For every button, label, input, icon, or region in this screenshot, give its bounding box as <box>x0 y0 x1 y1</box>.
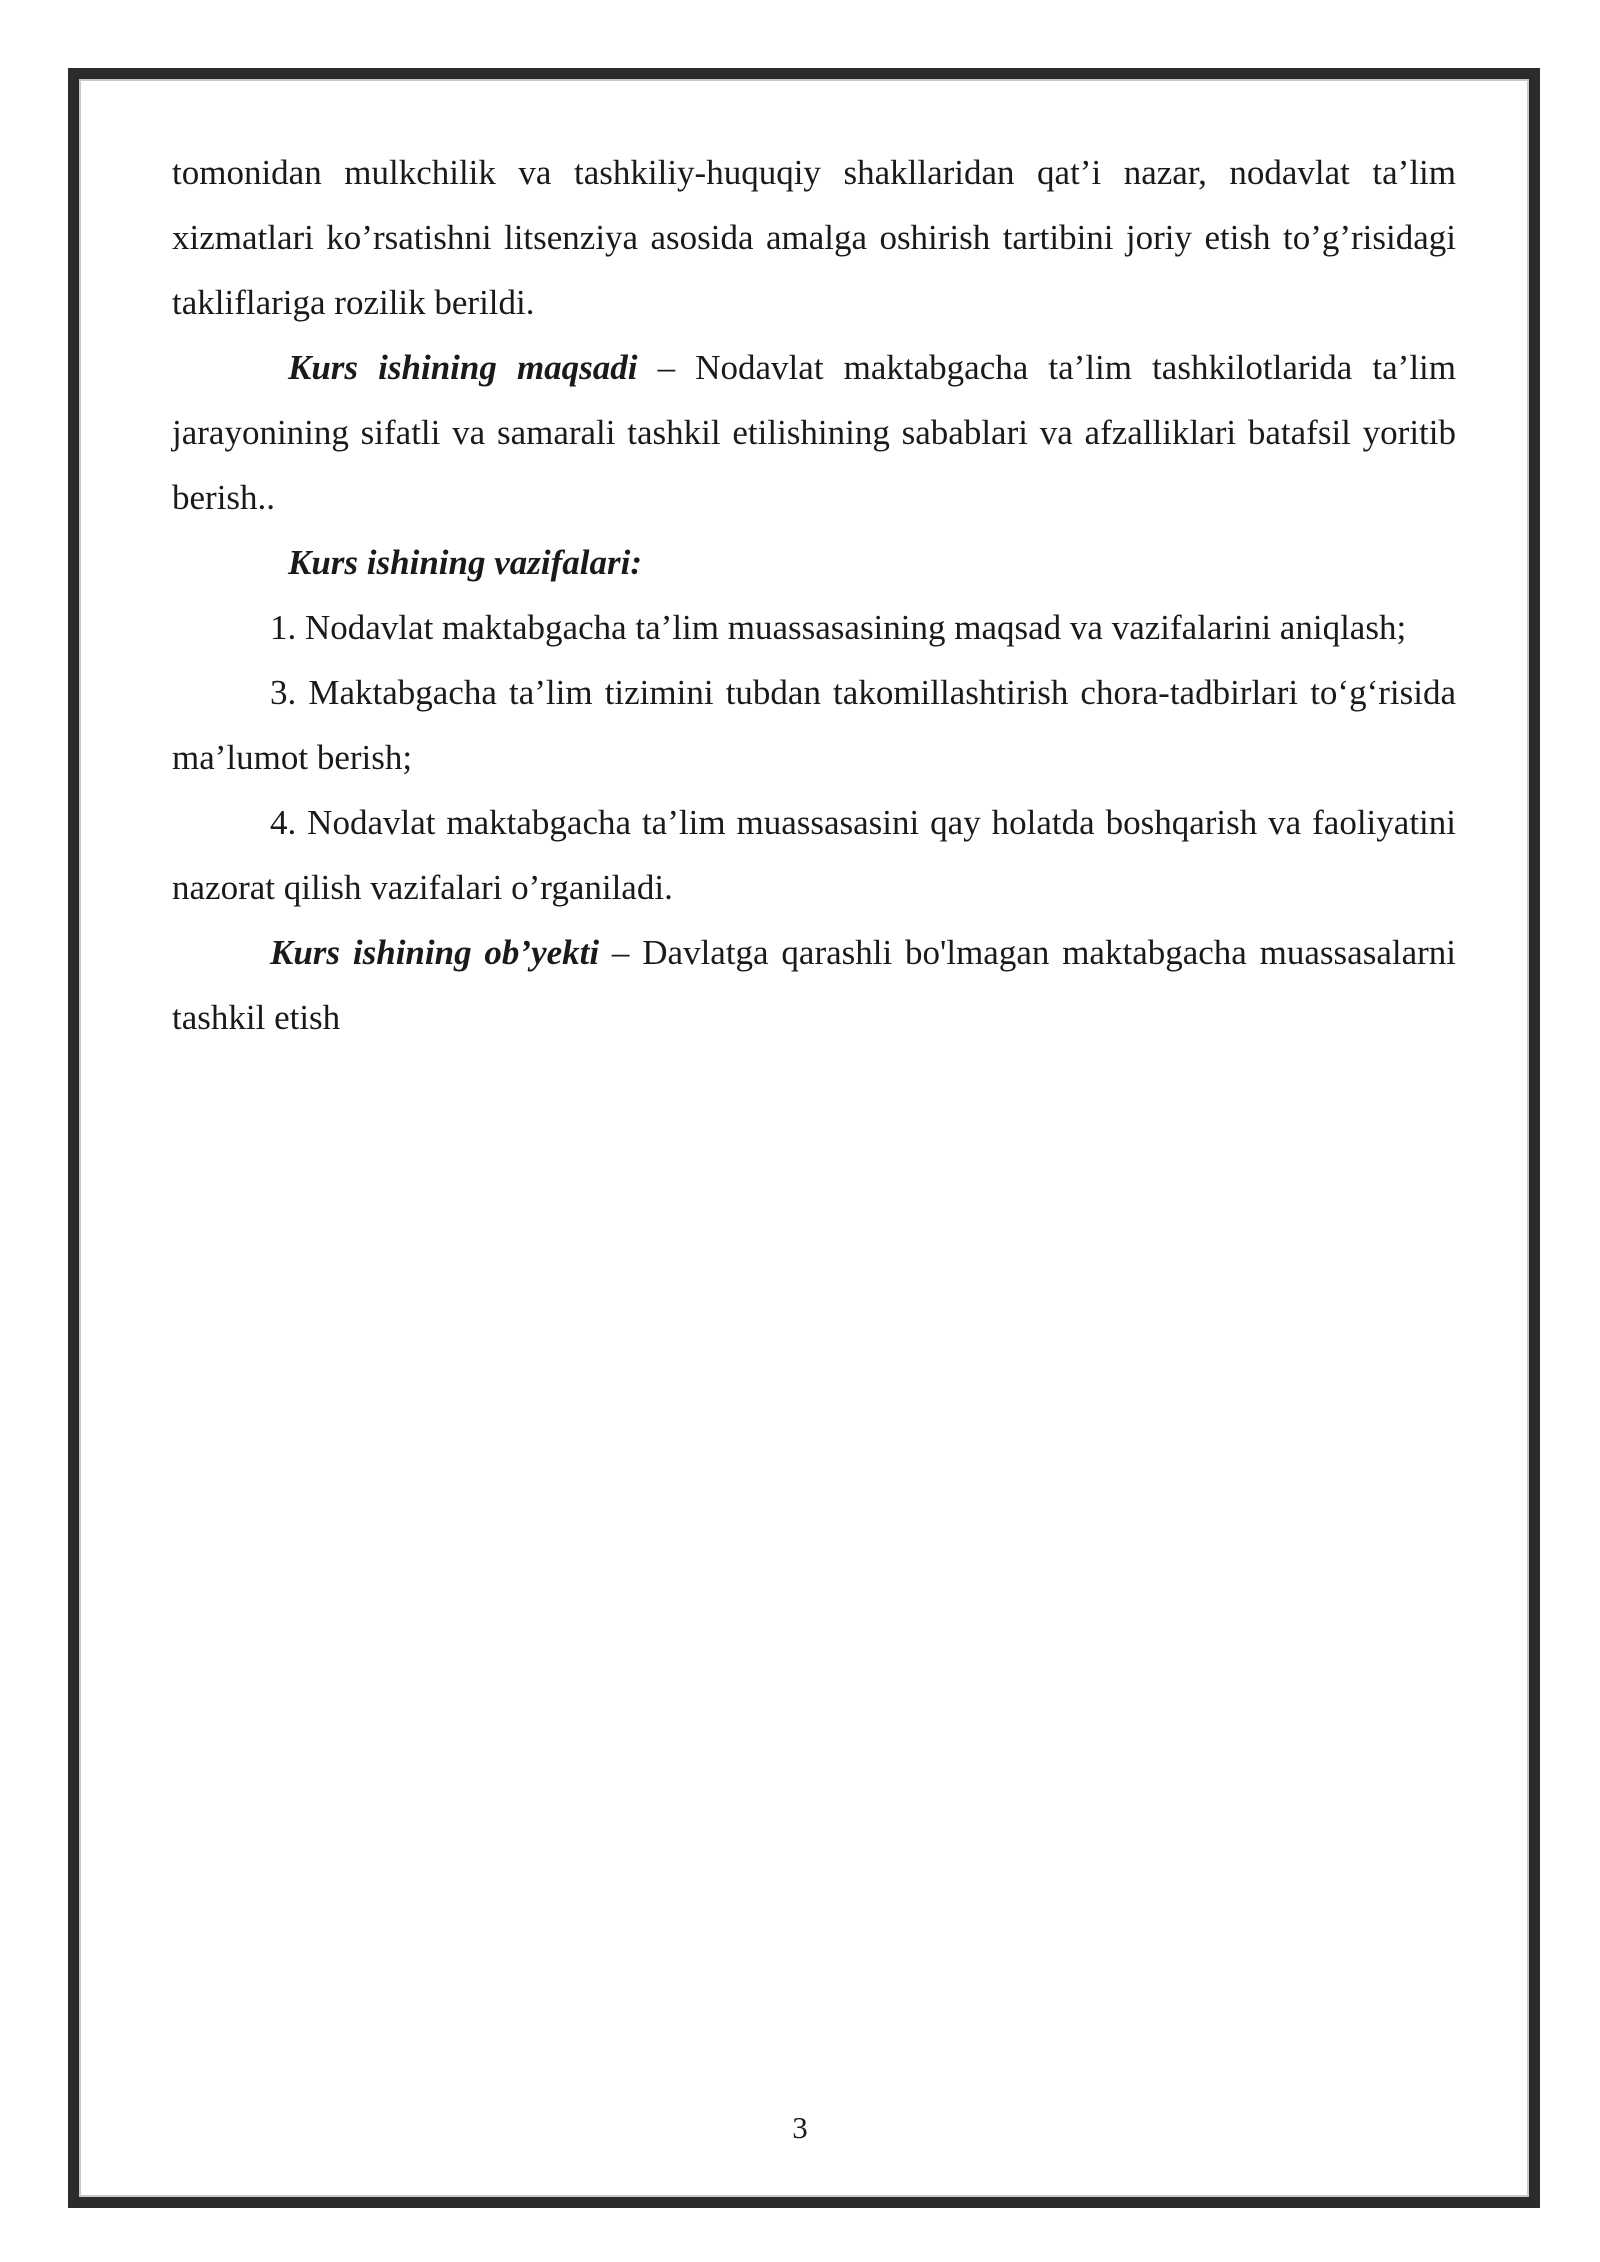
paragraph-text: tomonidan mulkchilik va tashkiliy-huquqiy shakllaridan qat’i nazar, nodavlat ta’lim xizmatlari ko’rsatishni litsenziya asosida amalga oshirish tartibini joriy etish to’g’risidagi takliflariga rozilik berildi. <box>172 153 1456 322</box>
page-number: 3 <box>792 2110 808 2145</box>
paragraph-intro-continuation <box>172 140 1456 335</box>
paragraph-tasks-heading <box>172 530 1456 595</box>
object-text: – Davlatga qarashli bo'lmagan maktabgacha muassasalarni tashkil etish <box>172 933 1456 1037</box>
task-text: 4. Nodavlat maktabgacha ta’lim muassasasini qay holatda boshqarish va faoliyatini nazorat qilish vazifalari o’rganiladi. <box>172 803 1456 907</box>
task-text: 1. Nodavlat maktabgacha ta’lim muassasasining maqsad va vazifalarini aniqlash; <box>270 608 1407 647</box>
paragraph-object <box>172 920 1456 1050</box>
goal-text: – Nodavlat maktabgacha ta’lim tashkilotlarida ta’lim jarayonining sifatli va samarali tashkil etilishining sabablari va afzalliklari batafsil yoritib berish.. <box>172 348 1456 517</box>
goal-heading: Kurs ishining maqsadi <box>288 348 638 387</box>
task-text: 3. Maktabgacha ta’lim tizimini tubdan takomillashtirish chora-tadbirlari to‘g‘risida ma’lumot berish; <box>172 673 1456 777</box>
object-heading: Kurs ishining ob’yekti <box>270 933 600 972</box>
list-item-task-4 <box>172 790 1456 920</box>
list-item-task-1 <box>172 595 1456 660</box>
tasks-heading: Kurs ishining vazifalari: <box>288 543 642 582</box>
document-body <box>172 140 1456 1050</box>
paragraph-goal <box>172 335 1456 530</box>
list-item-task-3 <box>172 660 1456 790</box>
